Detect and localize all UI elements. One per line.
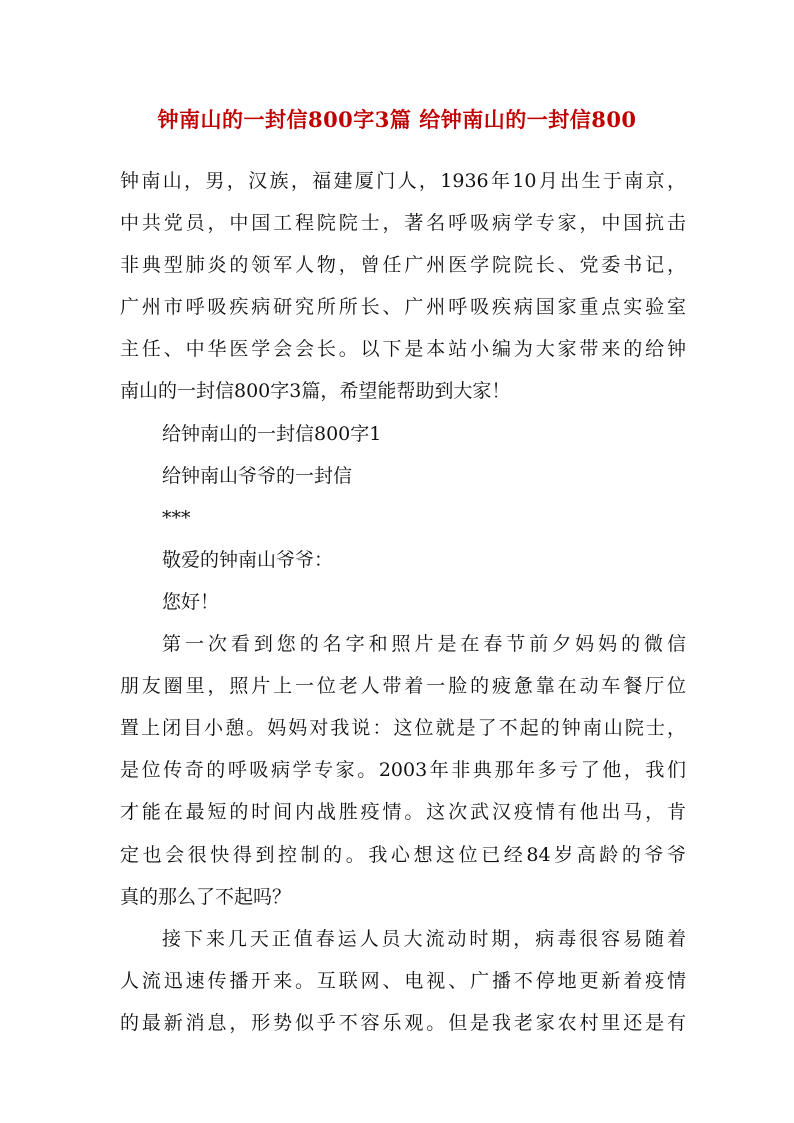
text-line: 定也会很快得到控制的。我心想这位已经84岁高龄的爷爷 <box>120 843 686 866</box>
text-line: 您好！ <box>162 590 220 613</box>
text-line: 广州市呼吸疾病研究所所长、广州呼吸疾病国家重点实验室 <box>120 296 686 319</box>
text-line: 非典型肺炎的领军人物，曾任广州医学院院长、党委书记， <box>120 254 686 277</box>
text-line: 给钟南山爷爷的一封信 <box>162 464 353 487</box>
text-line: 中共党员，中国工程院院士，著名呼吸病学专家，中国抗击 <box>120 212 686 235</box>
text-line: 置上闭目小憩。妈妈对我说：这位就是了不起的钟南山院士， <box>120 717 686 740</box>
text-line: 主任、中华医学会会长。以下是本站小编为大家带来的给钟 <box>120 338 686 361</box>
text-line: 才能在最短的时间内战胜疫情。这次武汉疫情有他出马，肯 <box>120 801 686 824</box>
text-line: 接下来几天正值春运人员大流动时期，病毒很容易随着 <box>162 927 686 950</box>
text-line: 南山的一封信800字3篇，希望能帮助到大家！ <box>120 380 511 403</box>
text-line: 是位传奇的呼吸病学专家。2003年非典那年多亏了他，我们 <box>120 759 686 782</box>
document-title: 钟南山的一封信800字3篇 给钟南山的一封信800 <box>157 107 637 132</box>
text-line: 给钟南山的一封信800字1 <box>162 422 382 445</box>
text-line: 第一次看到您的名字和照片是在春节前夕妈妈的微信 <box>162 633 686 656</box>
text-line: 人流迅速传播开来。互联网、电视、广播不停地更新着疫情 <box>120 969 686 992</box>
text-line: 敬爱的钟南山爷爷： <box>162 548 334 571</box>
document-body <box>120 160 686 1044</box>
text-line: *** <box>162 506 191 529</box>
text-line: 朋友圈里，照片上一位老人带着一脸的疲惫靠在动车餐厅位 <box>120 675 686 698</box>
text-line: 真的那么了不起吗？ <box>120 885 292 908</box>
text-line: 的最新消息，形势似乎不容乐观。但是我老家农村里还是有 <box>120 1011 686 1034</box>
text-line: 钟南山，男，汉族，福建厦门人，1936年10月出生于南京， <box>120 170 686 192</box>
